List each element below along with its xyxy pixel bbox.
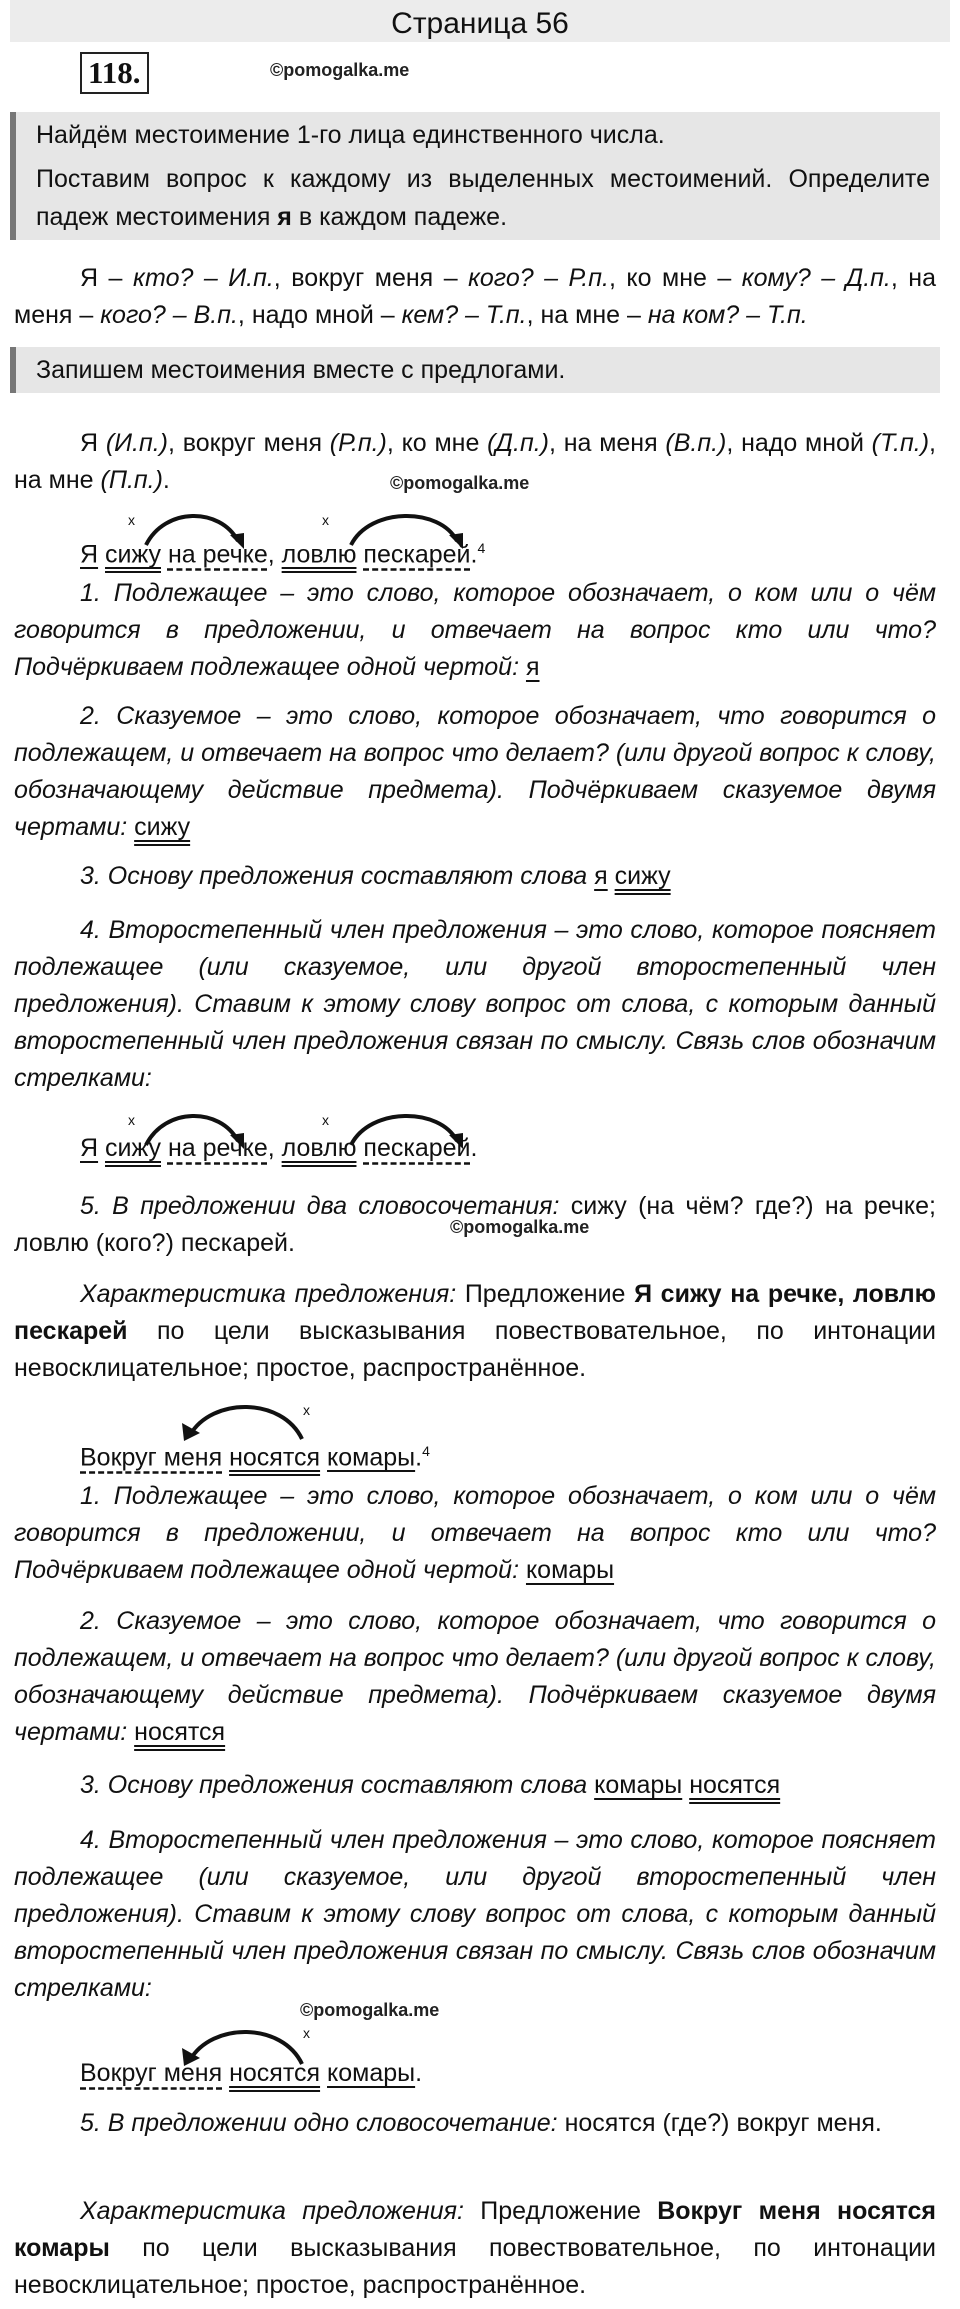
- object-word: пескарей: [363, 1134, 471, 1162]
- instruction-line-3: Запишем местоимения вместе с предлогами.: [36, 356, 566, 384]
- text-run: , на меня –: [14, 264, 937, 329]
- adverbial-word: на речке: [167, 540, 268, 569]
- instruction-line-1: Найдём местоимение 1-го лица единственного числа.: [36, 121, 665, 149]
- sentence-2: Вокруг меня носятся комары.$^4$: [80, 1443, 430, 1472]
- watermark: ©pomogalka.me: [270, 60, 410, 80]
- text-run: Я –: [80, 264, 133, 292]
- text-run: кого? – В.п.: [100, 301, 238, 329]
- sentence-1: Я сижу на речке, ловлю пескарей.$^4$: [80, 540, 486, 569]
- text-run: , вокруг меня –: [273, 264, 469, 292]
- sentence-characteristic: Характеристика предложения: Предложение Я сижу на речке, ловлю пескарей по цели высказывания повествовательное, по интонации невосклицательное; простое, распространённое.: [14, 1280, 936, 1382]
- task-number: 118.: [80, 52, 149, 94]
- watermark: ©pomogalka.me: [300, 2000, 440, 2020]
- item-phrases: 5. В предложении одно словосочетание: носятся (где?) вокруг меня.: [80, 2109, 882, 2137]
- item-subject: 1. Подлежащее – это слово, которое обозначает, о ком или о чём говорится в предложении, и отвечает на вопрос кто или что? Подчёркиваем подлежащее одной чертой: я: [14, 579, 936, 681]
- text-run: (Т.п.): [871, 429, 930, 457]
- page-header: [10, 0, 950, 42]
- text-run: , на мне –: [526, 301, 648, 329]
- item-secondary: 4. Второстепенный член предложения – это слово, которое поясняет подлежащее (или сказуемое, или другой второстепенный член предложения). Ставим к этому слову вопрос от слова, с которым данный второстепенный член предложения связан по смыслу. Связь слов обозначим стрелками:: [14, 916, 936, 1092]
- text-run: на ком? – Т.п.: [647, 301, 808, 329]
- text-run: , надо мной: [726, 429, 872, 457]
- text-run: , надо мной –: [237, 301, 402, 329]
- text-run: кто? – И.п.: [132, 264, 274, 292]
- object-word: пескарей: [363, 540, 471, 569]
- text-run: , вокруг меня: [168, 429, 330, 457]
- text-run: (Д.п.): [487, 429, 550, 457]
- text-run: , на мне: [14, 429, 936, 494]
- instruction-box-2: [10, 347, 940, 393]
- adverbial-word: Вокруг меня: [80, 2059, 223, 2087]
- object-mark: x: [303, 1402, 310, 1418]
- text-run: (В.п.): [665, 429, 727, 457]
- adverbial-word: Вокруг меня: [80, 1443, 223, 1472]
- instruction-line-2: Поставим вопрос к каждому из выделенных местоимений. Определите падеж местоимения я в каждом падеже.: [36, 165, 930, 231]
- watermark: ©pomogalka.me: [450, 1217, 590, 1237]
- item-secondary: 4. Второстепенный член предложения – это слово, которое поясняет подлежащее (или сказуемое, или другой второстепенный член предложения). Ставим к этому слову вопрос от слова, с которым данный второстепенный член предложения связан по смыслу. Связь слов обозначим стрелками:: [14, 1826, 936, 2002]
- sentence-1-linked: Я сижу на речке, ловлю пескарей.: [80, 1134, 478, 1162]
- predicate-word: ловлю: [281, 540, 357, 569]
- subject-word: Я: [80, 540, 99, 569]
- object-mark: x: [303, 2025, 310, 2041]
- item-basis: 3. Основу предложения составляют слова я сижу: [80, 862, 671, 890]
- text-run: , ко мне: [386, 429, 488, 457]
- subject-word: комары: [327, 1443, 416, 1472]
- text-run: кому? – Д.п.: [741, 264, 891, 292]
- object-mark: x: [128, 1112, 135, 1128]
- text-run: (П.п.): [100, 466, 163, 494]
- predicate-word: носятся: [229, 2059, 321, 2087]
- item-subject: 1. Подлежащее – это слово, которое обозначает, о ком или о чём говорится в предложении, и отвечает на вопрос кто или что? Подчёркиваем подлежащее одной чертой: комары: [14, 1482, 936, 1584]
- object-mark: x: [322, 512, 329, 528]
- text-run: (И.п.): [105, 429, 169, 457]
- text-run: кого? – Р.п.: [468, 264, 609, 292]
- adverbial-word: на речке: [167, 1134, 268, 1162]
- text-run: кем? – Т.п.: [401, 301, 527, 329]
- text-run: , ко мне –: [608, 264, 742, 292]
- item-phrases: 5. В предложении два словосочетания: сижу (на чём? где?) на речке; ловлю (кого?) пескарей.: [14, 1192, 936, 1257]
- item-basis: 3. Основу предложения составляют слова комары носятся: [80, 1771, 781, 1799]
- page-title: Страница 56: [391, 7, 569, 40]
- item-predicate: 2. Сказуемое – это слово, которое обозначает, что говорится о подлежащем, и отвечает на вопрос что делает? (или другой вопрос к слову, обозначающему действие предмета). Подчёркиваем сказуемое двумя чертами: носятся: [14, 1607, 936, 1746]
- sentence-characteristic: Характеристика предложения: Предложение Вокруг меня носятся комары по цели высказывания повествовательное, по интонации невосклицательное; простое, распространённое.: [14, 2197, 937, 2299]
- predicate-word: носятся: [229, 1443, 321, 1472]
- object-mark: x: [128, 512, 135, 528]
- predicate-word: сижу: [105, 1134, 161, 1162]
- text-run: Я: [80, 429, 106, 457]
- text-run: (Р.п.): [329, 429, 387, 457]
- text-run: , на меня: [549, 429, 666, 457]
- sentence-2-linked: Вокруг меня носятся комары.: [80, 2059, 423, 2087]
- subject-word: комары: [327, 2059, 416, 2087]
- item-predicate: 2. Сказуемое – это слово, которое обозначает, что говорится о подлежащем, и отвечает на вопрос что делает? (или другой вопрос к слову, обозначающему действие предмета). Подчёркиваем сказуемое двумя чертами: сижу: [14, 702, 936, 841]
- object-mark: x: [322, 1112, 329, 1128]
- predicate-word: ловлю: [281, 1134, 357, 1162]
- text-run: .: [162, 466, 170, 494]
- predicate-word: сижу: [105, 540, 161, 569]
- cases-paragraph: [14, 260, 936, 334]
- subject-word: Я: [80, 1134, 99, 1162]
- watermark: ©pomogalka.me: [390, 473, 530, 493]
- instruction-box-1: [10, 112, 940, 240]
